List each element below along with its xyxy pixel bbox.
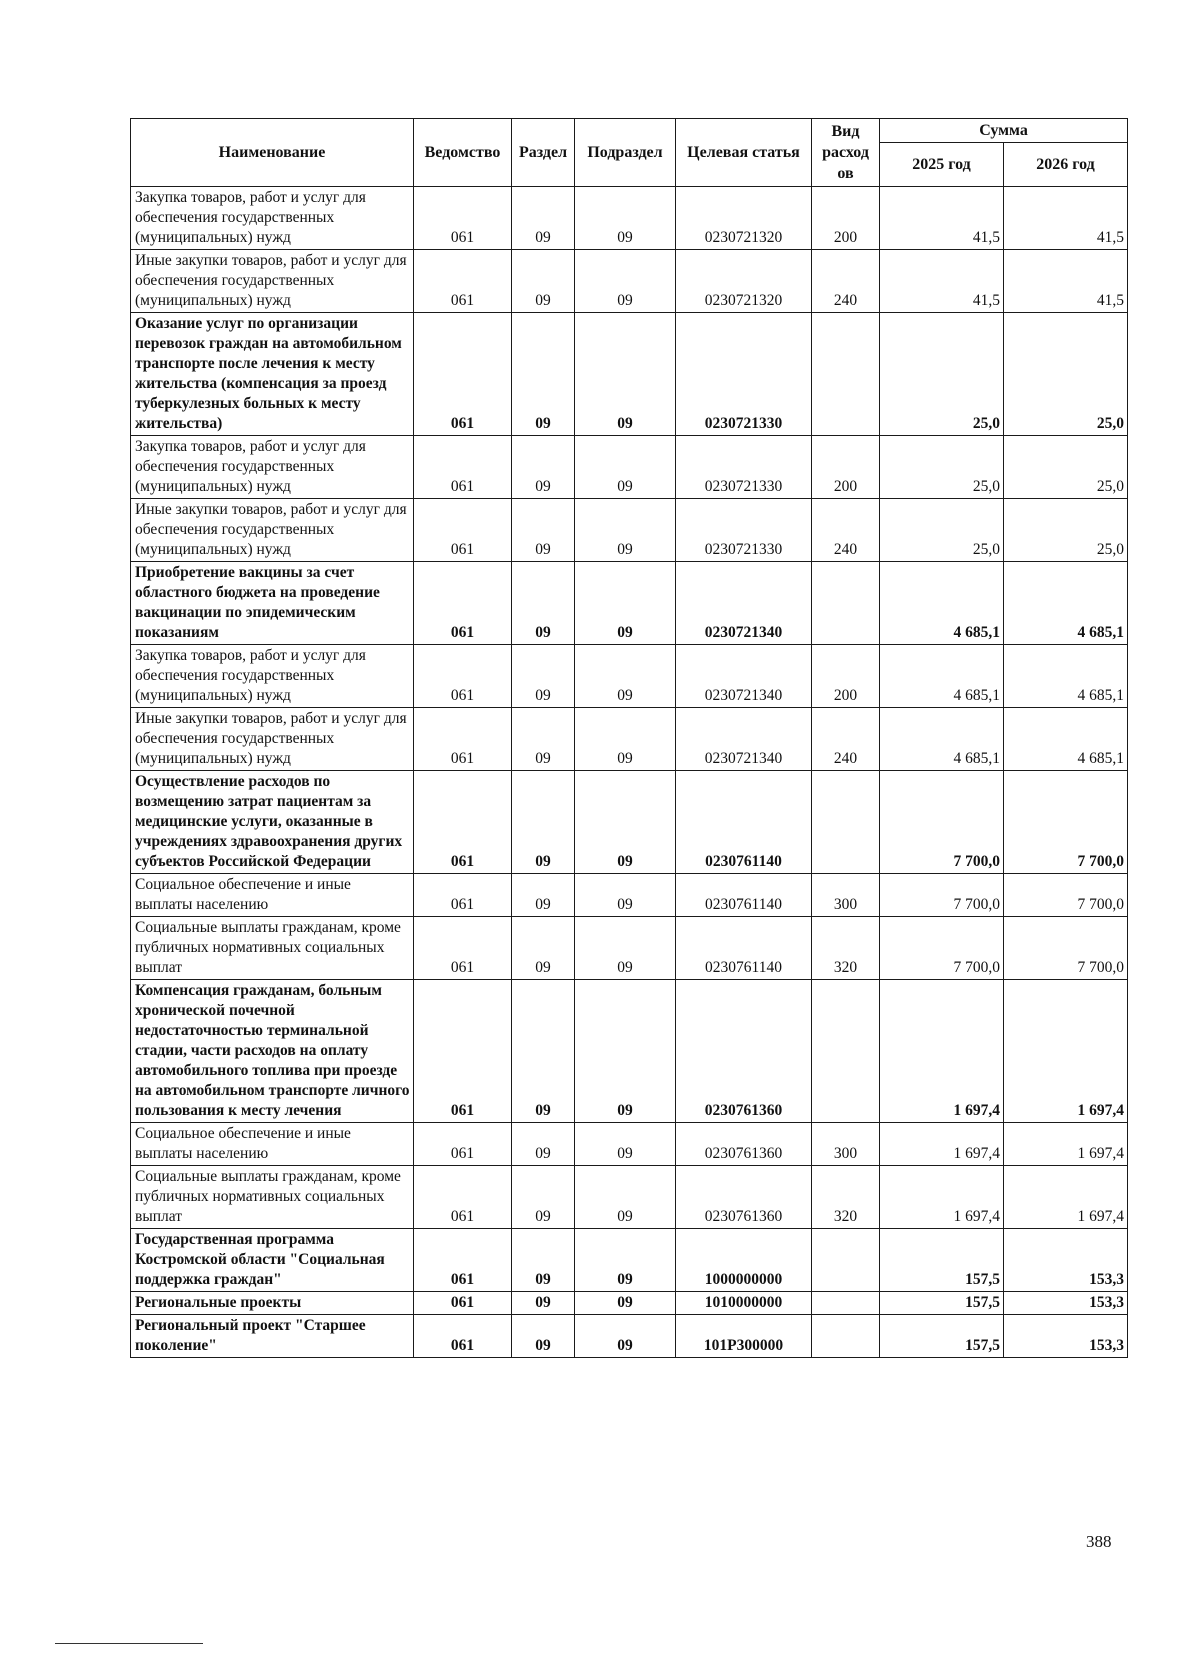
cell-department: 061	[414, 917, 512, 980]
cell-section: 09	[512, 499, 575, 562]
cell-target-article: 0230721330	[676, 436, 812, 499]
cell-sum-2025: 157,5	[880, 1315, 1004, 1358]
cell-expense-type	[812, 980, 880, 1123]
cell-target-article: 1010000000	[676, 1292, 812, 1315]
header-section: Раздел	[512, 119, 575, 187]
cell-name: Закупка товаров, работ и услуг для обеспечения государственных (муниципальных) нужд	[131, 187, 414, 250]
cell-section: 09	[512, 1123, 575, 1166]
cell-expense-type	[812, 313, 880, 436]
cell-name: Иные закупки товаров, работ и услуг для обеспечения государственных (муниципальных) нужд	[131, 250, 414, 313]
table-body	[131, 187, 1128, 1358]
cell-name: Иные закупки товаров, работ и услуг для обеспечения государственных (муниципальных) нужд	[131, 499, 414, 562]
cell-sum-2025: 41,5	[880, 187, 1004, 250]
cell-sum-2025: 7 700,0	[880, 917, 1004, 980]
footnote-divider	[55, 1643, 203, 1644]
cell-department: 061	[414, 313, 512, 436]
cell-target-article: 0230721340	[676, 708, 812, 771]
header-year-2025: 2025 год	[880, 143, 1004, 187]
table-row	[131, 1166, 1128, 1229]
cell-subsection: 09	[575, 917, 676, 980]
budget-table	[130, 118, 1128, 1358]
table-row	[131, 771, 1128, 874]
cell-subsection: 09	[575, 1292, 676, 1315]
cell-name: Иные закупки товаров, работ и услуг для обеспечения государственных (муниципальных) нужд	[131, 708, 414, 771]
cell-department: 061	[414, 250, 512, 313]
cell-section: 09	[512, 313, 575, 436]
cell-section: 09	[512, 874, 575, 917]
cell-sum-2026: 41,5	[1004, 187, 1128, 250]
cell-name: Государственная программа Костромской области "Социальная поддержка граждан"	[131, 1229, 414, 1292]
cell-subsection: 09	[575, 708, 676, 771]
cell-subsection: 09	[575, 187, 676, 250]
cell-section: 09	[512, 1229, 575, 1292]
cell-sum-2025: 25,0	[880, 436, 1004, 499]
table-row	[131, 708, 1128, 771]
cell-section: 09	[512, 1292, 575, 1315]
cell-department: 061	[414, 874, 512, 917]
cell-expense-type: 240	[812, 499, 880, 562]
cell-name: Социальные выплаты гражданам, кроме публичных нормативных социальных выплат	[131, 1166, 414, 1229]
cell-subsection: 09	[575, 980, 676, 1123]
cell-subsection: 09	[575, 1315, 676, 1358]
cell-section: 09	[512, 187, 575, 250]
cell-name: Компенсация гражданам, больным хронической почечной недостаточностью терминальной стадии, части расходов на оплату автомобильного топлива при проезде на автомобильном транспорте личного пользования к месту лечения	[131, 980, 414, 1123]
cell-department: 061	[414, 1292, 512, 1315]
cell-expense-type: 240	[812, 708, 880, 771]
cell-department: 061	[414, 645, 512, 708]
cell-subsection: 09	[575, 499, 676, 562]
header-name: Наименование	[131, 119, 414, 187]
table-row	[131, 1292, 1128, 1315]
cell-subsection: 09	[575, 771, 676, 874]
cell-name: Закупка товаров, работ и услуг для обеспечения государственных (муниципальных) нужд	[131, 436, 414, 499]
cell-name: Оказание услуг по организации перевозок граждан на автомобильном транспорте после лечения к месту жительства (компенсация за проезд туберкулезных больных к месту жительства)	[131, 313, 414, 436]
cell-expense-type: 300	[812, 874, 880, 917]
cell-department: 061	[414, 1229, 512, 1292]
cell-sum-2025: 4 685,1	[880, 645, 1004, 708]
cell-target-article: 0230721330	[676, 313, 812, 436]
cell-section: 09	[512, 645, 575, 708]
cell-target-article: 0230761360	[676, 1123, 812, 1166]
cell-sum-2026: 7 700,0	[1004, 874, 1128, 917]
table-row	[131, 499, 1128, 562]
table-row	[131, 1229, 1128, 1292]
cell-sum-2025: 7 700,0	[880, 771, 1004, 874]
cell-sum-2026: 153,3	[1004, 1315, 1128, 1358]
cell-name: Региональный проект "Старшее поколение"	[131, 1315, 414, 1358]
cell-expense-type	[812, 1229, 880, 1292]
cell-sum-2026: 7 700,0	[1004, 917, 1128, 980]
cell-expense-type	[812, 1292, 880, 1315]
cell-department: 061	[414, 1166, 512, 1229]
cell-subsection: 09	[575, 874, 676, 917]
cell-sum-2025: 157,5	[880, 1292, 1004, 1315]
table-header	[131, 119, 1128, 187]
cell-subsection: 09	[575, 313, 676, 436]
cell-target-article: 0230761360	[676, 980, 812, 1123]
cell-department: 061	[414, 562, 512, 645]
cell-subsection: 09	[575, 562, 676, 645]
cell-expense-type: 320	[812, 1166, 880, 1229]
cell-department: 061	[414, 187, 512, 250]
header-department: Ведомство	[414, 119, 512, 187]
table-row	[131, 250, 1128, 313]
cell-name: Закупка товаров, работ и услуг для обеспечения государственных (муниципальных) нужд	[131, 645, 414, 708]
cell-expense-type: 200	[812, 645, 880, 708]
table-row	[131, 313, 1128, 436]
cell-subsection: 09	[575, 250, 676, 313]
cell-sum-2026: 1 697,4	[1004, 1166, 1128, 1229]
cell-name: Социальные выплаты гражданам, кроме публичных нормативных социальных выплат	[131, 917, 414, 980]
table-row	[131, 917, 1128, 980]
cell-sum-2025: 1 697,4	[880, 980, 1004, 1123]
cell-name: Региональные проекты	[131, 1292, 414, 1315]
cell-name: Приобретение вакцины за счет областного бюджета на проведение вакцинации по эпидемическим показаниям	[131, 562, 414, 645]
cell-department: 061	[414, 708, 512, 771]
header-subsection: Подраздел	[575, 119, 676, 187]
cell-department: 061	[414, 499, 512, 562]
cell-target-article: 0230721330	[676, 499, 812, 562]
header-target-article: Целевая статья	[676, 119, 812, 187]
cell-name: Социальное обеспечение и иные выплаты населению	[131, 874, 414, 917]
cell-sum-2026: 25,0	[1004, 499, 1128, 562]
cell-department: 061	[414, 436, 512, 499]
cell-department: 061	[414, 1123, 512, 1166]
header-sum: Сумма	[880, 119, 1128, 143]
cell-sum-2026: 41,5	[1004, 250, 1128, 313]
cell-target-article: 0230721340	[676, 562, 812, 645]
cell-expense-type	[812, 1315, 880, 1358]
page-number: 388	[1086, 1532, 1112, 1551]
cell-section: 09	[512, 771, 575, 874]
cell-target-article: 101Р300000	[676, 1315, 812, 1358]
cell-sum-2026: 153,3	[1004, 1229, 1128, 1292]
cell-section: 09	[512, 980, 575, 1123]
cell-sum-2025: 25,0	[880, 499, 1004, 562]
cell-target-article: 0230761140	[676, 771, 812, 874]
table-row	[131, 980, 1128, 1123]
cell-sum-2026: 4 685,1	[1004, 645, 1128, 708]
cell-sum-2026: 4 685,1	[1004, 708, 1128, 771]
cell-department: 061	[414, 1315, 512, 1358]
cell-expense-type: 200	[812, 436, 880, 499]
table-row	[131, 187, 1128, 250]
table-row	[131, 436, 1128, 499]
cell-section: 09	[512, 250, 575, 313]
header-year-2026: 2026 год	[1004, 143, 1128, 187]
cell-subsection: 09	[575, 1123, 676, 1166]
cell-sum-2026: 1 697,4	[1004, 980, 1128, 1123]
cell-section: 09	[512, 436, 575, 499]
cell-department: 061	[414, 980, 512, 1123]
cell-subsection: 09	[575, 1229, 676, 1292]
cell-sum-2025: 41,5	[880, 250, 1004, 313]
cell-sum-2026: 153,3	[1004, 1292, 1128, 1315]
header-expense-type: Вид расход ов	[812, 119, 880, 187]
cell-target-article: 0230721320	[676, 250, 812, 313]
cell-expense-type	[812, 771, 880, 874]
cell-expense-type	[812, 562, 880, 645]
cell-subsection: 09	[575, 645, 676, 708]
cell-subsection: 09	[575, 1166, 676, 1229]
cell-sum-2026: 1 697,4	[1004, 1123, 1128, 1166]
cell-section: 09	[512, 708, 575, 771]
cell-target-article: 0230721320	[676, 187, 812, 250]
cell-section: 09	[512, 1166, 575, 1229]
cell-sum-2025: 7 700,0	[880, 874, 1004, 917]
cell-sum-2025: 25,0	[880, 313, 1004, 436]
cell-expense-type: 200	[812, 187, 880, 250]
cell-section: 09	[512, 917, 575, 980]
table-row	[131, 1315, 1128, 1358]
cell-expense-type: 320	[812, 917, 880, 980]
cell-target-article: 0230761140	[676, 917, 812, 980]
cell-target-article: 0230761360	[676, 1166, 812, 1229]
cell-sum-2026: 25,0	[1004, 313, 1128, 436]
cell-sum-2026: 25,0	[1004, 436, 1128, 499]
table-row	[131, 562, 1128, 645]
cell-target-article: 0230721340	[676, 645, 812, 708]
cell-sum-2025: 4 685,1	[880, 562, 1004, 645]
cell-target-article: 1000000000	[676, 1229, 812, 1292]
cell-sum-2025: 1 697,4	[880, 1166, 1004, 1229]
cell-section: 09	[512, 1315, 575, 1358]
cell-sum-2025: 1 697,4	[880, 1123, 1004, 1166]
cell-sum-2025: 4 685,1	[880, 708, 1004, 771]
cell-department: 061	[414, 771, 512, 874]
cell-expense-type: 240	[812, 250, 880, 313]
cell-name: Осуществление расходов по возмещению затрат пациентам за медицинские услуги, оказанные в учреждениях здравоохранения других субъектов Российской Федерации	[131, 771, 414, 874]
table-row	[131, 874, 1128, 917]
cell-name: Социальное обеспечение и иные выплаты населению	[131, 1123, 414, 1166]
cell-sum-2026: 7 700,0	[1004, 771, 1128, 874]
table-row	[131, 645, 1128, 708]
cell-sum-2026: 4 685,1	[1004, 562, 1128, 645]
cell-section: 09	[512, 562, 575, 645]
cell-target-article: 0230761140	[676, 874, 812, 917]
cell-expense-type: 300	[812, 1123, 880, 1166]
table-row	[131, 1123, 1128, 1166]
cell-sum-2025: 157,5	[880, 1229, 1004, 1292]
cell-subsection: 09	[575, 436, 676, 499]
